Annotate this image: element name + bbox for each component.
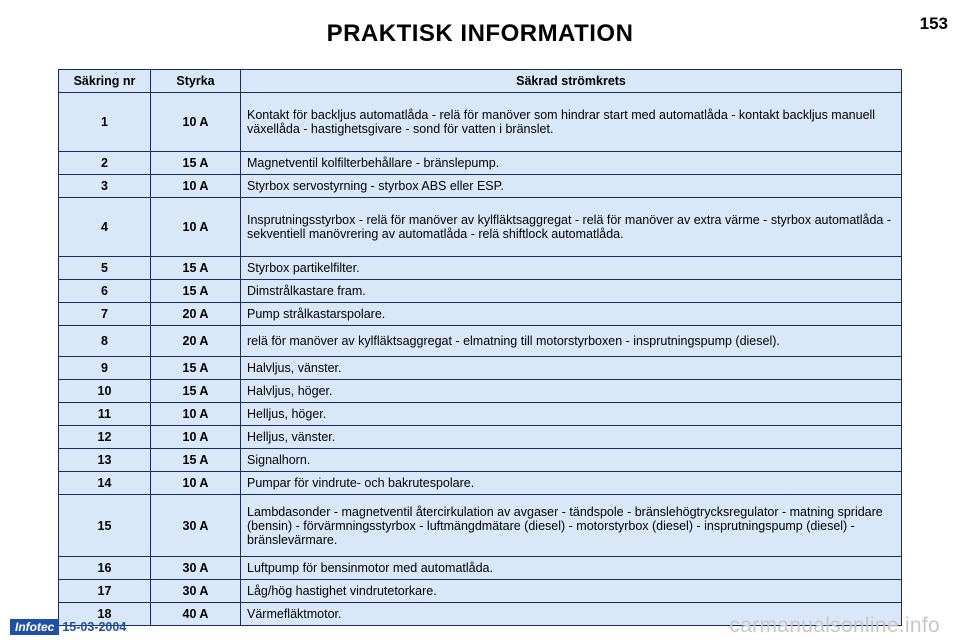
table-row (59, 380, 902, 403)
fuse-circuit: Halvljus, vänster. (241, 357, 902, 380)
table-row (59, 152, 902, 175)
fuse-number: 16 (59, 557, 151, 580)
fuse-table (58, 69, 902, 626)
edition-date: 15-03-2004 (62, 620, 127, 634)
fuse-amperage: 20 A (151, 303, 241, 326)
fuse-amperage: 10 A (151, 426, 241, 449)
fuse-number: 3 (59, 175, 151, 198)
table-header-row (59, 70, 902, 93)
table-row (59, 303, 902, 326)
fuse-circuit: Kontakt för backljus automatlåda - relä för manöver som hindrar start med automatlåda - kontakt backljus manuell växellåda - hastighetsgivare - sond för vatten i bränslet. (241, 93, 902, 152)
fuse-amperage: 10 A (151, 175, 241, 198)
table-row (59, 580, 902, 603)
table-row (59, 280, 902, 303)
fuse-number: 1 (59, 93, 151, 152)
table-row (59, 449, 902, 472)
fuse-number: 9 (59, 357, 151, 380)
fuse-circuit: Låg/hög hastighet vindrutetorkare. (241, 580, 902, 603)
fuse-amperage: 15 A (151, 280, 241, 303)
fuse-amperage: 15 A (151, 152, 241, 175)
fuse-number: 7 (59, 303, 151, 326)
fuse-amperage: 30 A (151, 495, 241, 557)
fuse-amperage: 10 A (151, 93, 241, 152)
table-row (59, 357, 902, 380)
fuse-number: 2 (59, 152, 151, 175)
fuse-circuit: Magnetventil kolfilterbehållare - bränslepump. (241, 152, 902, 175)
fuse-number: 15 (59, 495, 151, 557)
fuse-amperage: 10 A (151, 472, 241, 495)
fuse-circuit: Luftpump för bensinmotor med automatlåda. (241, 557, 902, 580)
fuse-circuit: Styrbox partikelfilter. (241, 257, 902, 280)
fuse-amperage: 30 A (151, 557, 241, 580)
fuse-number: 18 (59, 603, 151, 626)
fuse-number: 5 (59, 257, 151, 280)
fuse-amperage: 40 A (151, 603, 241, 626)
fuse-number: 13 (59, 449, 151, 472)
page-number: 153 (919, 14, 948, 33)
table-row (59, 326, 902, 357)
fuse-amperage: 15 A (151, 257, 241, 280)
column-header-amperage: Styrka (151, 70, 241, 93)
column-header-protected-circuit: Säkrad strömkrets (241, 70, 902, 93)
fuse-circuit: Signalhorn. (241, 449, 902, 472)
fuse-circuit: Insprutningsstyrbox - relä för manöver av kylfläktsaggregat - relä för manöver av extra värme - styrbox automatlåda - sekventiell manövrering av automatlåda - relä shiftlock automatlåda. (241, 198, 902, 257)
fuse-amperage: 15 A (151, 380, 241, 403)
fuse-number: 10 (59, 380, 151, 403)
table-row (59, 198, 902, 257)
table-row (59, 403, 902, 426)
infotec-logo: Infotec (10, 619, 59, 635)
fuse-circuit: Helljus, höger. (241, 403, 902, 426)
table-row (59, 472, 902, 495)
fuse-circuit: Värmefläktmotor. (241, 603, 902, 626)
page-footer (10, 619, 126, 635)
table-row (59, 93, 902, 152)
fuse-circuit: Pump strålkastarspolare. (241, 303, 902, 326)
fuse-circuit: Helljus, vänster. (241, 426, 902, 449)
fuse-circuit: Dimstrålkastare fram. (241, 280, 902, 303)
fuse-number: 6 (59, 280, 151, 303)
watermark: carmanualsonline.info (729, 614, 940, 637)
table-row (59, 495, 902, 557)
fuse-amperage: 20 A (151, 326, 241, 357)
fuse-number: 12 (59, 426, 151, 449)
fuse-number: 4 (59, 198, 151, 257)
fuse-circuit: Pumpar för vindrute- och bakrutespolare. (241, 472, 902, 495)
table-row (59, 175, 902, 198)
column-header-fuse-number: Säkring nr (59, 70, 151, 93)
fuse-number: 14 (59, 472, 151, 495)
fuse-amperage: 10 A (151, 198, 241, 257)
table-row (59, 257, 902, 280)
fuse-circuit: Styrbox servostyrning - styrbox ABS eller ESP. (241, 175, 902, 198)
fuse-circuit: relä för manöver av kylfläktsaggregat - elmatning till motorstyrboxen - insprutningspump (diesel). (241, 326, 902, 357)
table-row (59, 426, 902, 449)
fuse-circuit: Lambdasonder - magnetventil återcirkulation av avgaser - tändspole - bränslehögtrycksregulator - matning spridare (bensin) - förvärmningsstyrbox - luftmängdmätare (diesel) - motorstyrbox (diesel) - insprutningspump (diesel) - bränslevärmare. (241, 495, 902, 557)
fuse-number: 8 (59, 326, 151, 357)
fuse-amperage: 15 A (151, 357, 241, 380)
fuse-amperage: 10 A (151, 403, 241, 426)
fuse-amperage: 30 A (151, 580, 241, 603)
fuse-number: 11 (59, 403, 151, 426)
fuse-circuit: Halvljus, höger. (241, 380, 902, 403)
table-row (59, 557, 902, 580)
fuse-number: 17 (59, 580, 151, 603)
page-title: PRAKTISK INFORMATION (326, 20, 634, 47)
fuse-amperage: 15 A (151, 449, 241, 472)
